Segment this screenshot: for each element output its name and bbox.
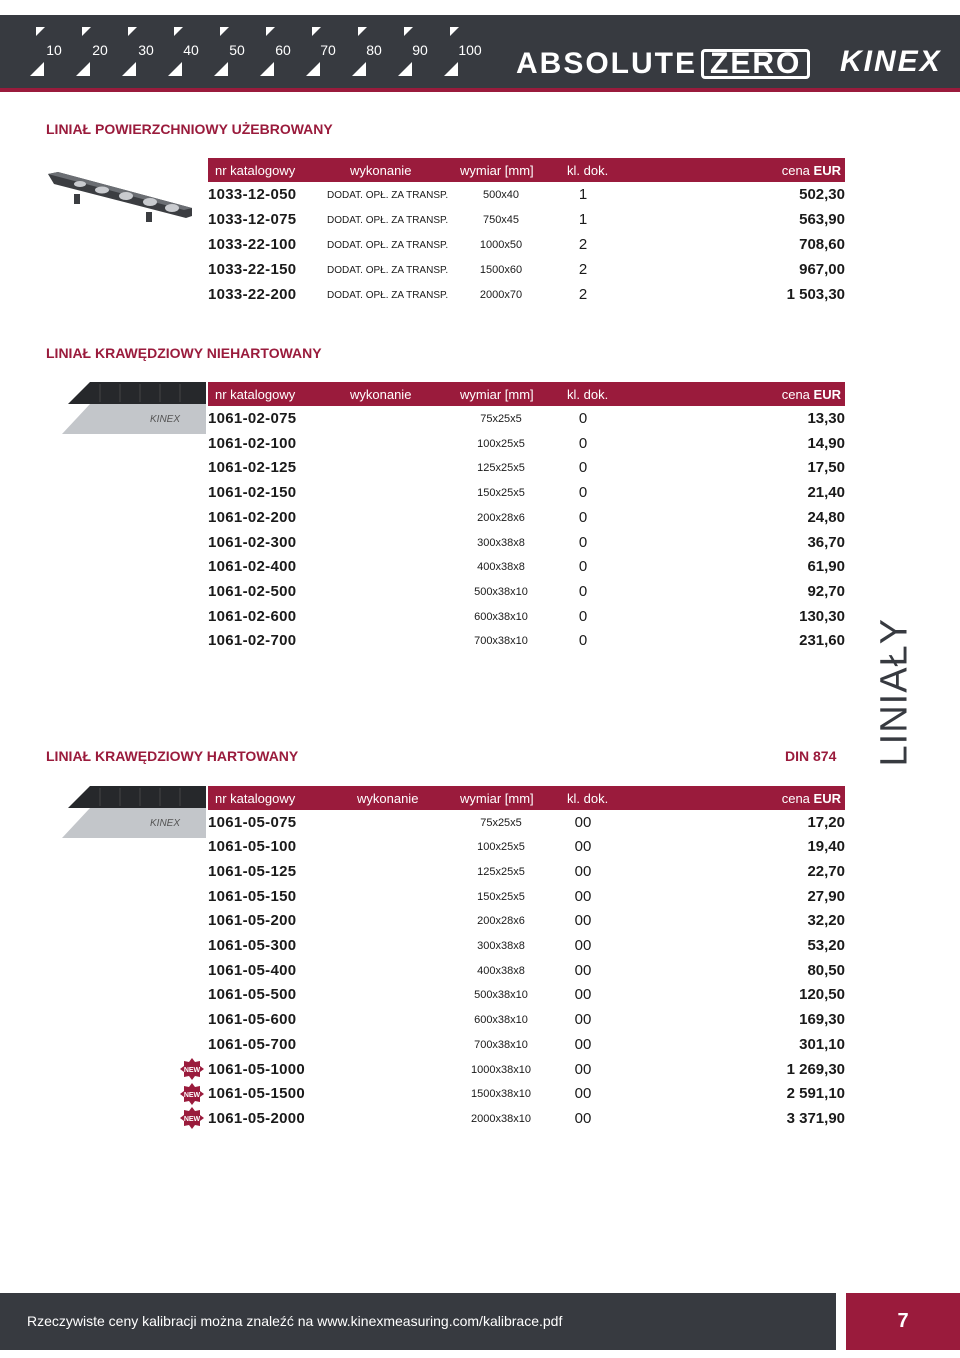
- dimension: 200x28x6: [477, 915, 525, 927]
- dimension: 1000x38x10: [471, 1064, 531, 1076]
- catalog-number: 1061-02-150: [208, 484, 297, 501]
- currency-label: EUR: [813, 791, 841, 806]
- ruler-tick-icon: [174, 27, 183, 36]
- catalog-number: 1061-02-125: [208, 459, 297, 476]
- catalog-number: 1033-12-075: [208, 211, 297, 228]
- ruler-tick-icon: [266, 27, 275, 36]
- table-header: [208, 158, 845, 182]
- table-row: [208, 182, 848, 206]
- table-row: [208, 480, 848, 504]
- col-price-header: [782, 163, 841, 178]
- price: 21,40: [807, 484, 845, 501]
- option-text: DODAT. OPŁ. ZA TRANSP.: [327, 240, 449, 251]
- dimension: 500x38x10: [474, 586, 528, 598]
- header-accent-line: [0, 88, 960, 92]
- dimension: 500x38x10: [474, 989, 528, 1001]
- new-badge-icon: [180, 1107, 204, 1129]
- accuracy-class: 0: [578, 558, 588, 575]
- ruler-number: 60: [275, 42, 291, 58]
- accuracy-class: 2: [578, 236, 588, 253]
- price: 19,40: [807, 838, 845, 855]
- col-option-header: wykonanie: [350, 163, 412, 178]
- col-dim-header: wymiar [mm]: [460, 163, 534, 178]
- dimension: 75x25x5: [480, 413, 522, 425]
- catalog-number: 1061-02-400: [208, 558, 297, 575]
- price: 708,60: [799, 236, 845, 253]
- table-header: [208, 382, 845, 406]
- catalog-number: 1061-05-2000: [208, 1110, 306, 1127]
- price: 169,30: [799, 1011, 845, 1028]
- table-row: [208, 257, 848, 281]
- catalog-number: 1061-05-075: [208, 814, 297, 831]
- accuracy-class: 0: [578, 459, 588, 476]
- ruler-number: 100: [458, 42, 482, 58]
- catalog-number: 1061-05-500: [208, 986, 297, 1003]
- ruler-triangle-icon: [214, 62, 228, 76]
- table-row: [208, 628, 848, 652]
- catalog-number: 1061-05-150: [208, 888, 297, 905]
- ruler-tick-icon: [36, 27, 45, 36]
- catalog-number: 1061-05-600: [208, 1011, 297, 1028]
- price: 92,70: [807, 583, 845, 600]
- price: 3 371,90: [786, 1110, 845, 1127]
- ruler-number: 10: [46, 42, 62, 58]
- table-row: [208, 859, 848, 883]
- dimension: 100x25x5: [477, 841, 525, 853]
- footer-note: Rzeczywiste ceny kalibracji można znaleźć na www.kinexmeasuring.com/kalibrace.pdf: [27, 1313, 563, 1329]
- dimension: 300x38x8: [477, 940, 525, 952]
- price: 130,30: [799, 608, 845, 625]
- accuracy-class: 00: [574, 863, 592, 880]
- currency-label: EUR: [813, 387, 841, 402]
- table-row: [208, 1007, 848, 1031]
- catalog-number: 1061-05-400: [208, 962, 297, 979]
- accuracy-class: 00: [574, 1011, 592, 1028]
- accuracy-class: 00: [574, 814, 592, 831]
- price: 14,90: [807, 435, 845, 452]
- accuracy-class: 0: [578, 608, 588, 625]
- table-row: [208, 1081, 848, 1105]
- accuracy-class: 0: [578, 484, 588, 501]
- catalog-number: 1061-05-125: [208, 863, 297, 880]
- option-text: DODAT. OPŁ. ZA TRANSP.: [327, 190, 449, 201]
- table-header: [208, 786, 845, 810]
- option-text: DODAT. OPŁ. ZA TRANSP.: [327, 265, 449, 276]
- ruler-triangle-icon: [30, 62, 44, 76]
- dimension: 750x45: [482, 214, 520, 226]
- price: 231,60: [799, 632, 845, 649]
- price-label: cena: [781, 791, 810, 806]
- dimension: 150x25x5: [477, 891, 525, 903]
- price: 1 269,30: [786, 1061, 845, 1078]
- price: 563,90: [799, 211, 845, 228]
- price: 80,50: [807, 962, 845, 979]
- brand-absolute-zero: [516, 47, 810, 81]
- price: 17,50: [807, 459, 845, 476]
- ruler-tick-icon: [82, 27, 91, 36]
- dimension: 1500x60: [479, 264, 523, 276]
- accuracy-class: 0: [578, 435, 588, 452]
- accuracy-class: 0: [578, 509, 588, 526]
- ruler-triangle-icon: [260, 62, 274, 76]
- dimension: 300x38x8: [477, 537, 525, 549]
- col-class-header: kl. dok.: [567, 791, 609, 806]
- ruler-number: 80: [366, 42, 382, 58]
- table-row: [208, 1106, 848, 1130]
- dimension: 75x25x5: [480, 817, 522, 829]
- catalog-number: 1061-05-300: [208, 937, 297, 954]
- page-number: 7: [846, 1293, 960, 1350]
- catalog-number: 1061-05-200: [208, 912, 297, 929]
- dimension: 1000x50: [479, 239, 523, 251]
- ruler-triangle-icon: [76, 62, 90, 76]
- price: 1 503,30: [786, 286, 845, 303]
- ruler-tick-icon: [358, 27, 367, 36]
- price: 36,70: [807, 534, 845, 551]
- table-row: [208, 406, 848, 430]
- price: 61,90: [807, 558, 845, 575]
- catalog-number: 1061-05-1500: [208, 1085, 306, 1102]
- catalog-number: 1061-02-500: [208, 583, 297, 600]
- dimension: 500x40: [482, 189, 520, 201]
- col-code-header: nr katalogowy: [215, 791, 296, 806]
- dimension: 700x38x10: [474, 1039, 528, 1051]
- dimension: 125x25x5: [477, 866, 525, 878]
- ruler-tick-icon: [128, 27, 137, 36]
- col-price-header: [782, 387, 841, 402]
- price: 22,70: [807, 863, 845, 880]
- accuracy-class: 00: [574, 912, 592, 929]
- accuracy-class: 00: [574, 1085, 592, 1102]
- col-class-header: kl. dok.: [567, 163, 609, 178]
- dimension: 2000x70: [479, 289, 523, 301]
- catalog-number: 1061-02-200: [208, 509, 297, 526]
- ruler-logo-text: KINEX: [150, 414, 181, 425]
- accuracy-class: 00: [574, 888, 592, 905]
- ruler-number: 70: [320, 42, 336, 58]
- edge-ruler-hardened-icon: [60, 784, 210, 840]
- new-badge-text: NEW: [183, 1067, 201, 1074]
- table-row: [208, 505, 848, 529]
- ruler-logo-text: KINEX: [150, 818, 181, 829]
- ruler-tick-icon: [404, 27, 413, 36]
- ruler-number: 40: [183, 42, 199, 58]
- ruler-tick-icon: [312, 27, 321, 36]
- dimension: 150x25x5: [477, 487, 525, 499]
- table-row: [208, 1057, 848, 1081]
- ruler-number: 50: [229, 42, 245, 58]
- option-text: DODAT. OPŁ. ZA TRANSP.: [327, 290, 449, 301]
- catalog-number: 1061-02-075: [208, 410, 297, 427]
- col-option-header: wykonanie: [357, 791, 419, 806]
- table-row: [208, 834, 848, 858]
- table-row: [208, 908, 848, 932]
- table-row: [208, 579, 848, 603]
- table-row: [208, 207, 848, 231]
- price: 17,20: [807, 814, 845, 831]
- catalog-number: 1061-05-100: [208, 838, 297, 855]
- section-title-ribbed: LINIAŁ POWIERZCHNIOWY UŻEBROWANY: [46, 121, 333, 137]
- accuracy-class: 1: [578, 211, 588, 228]
- catalog-number: 1033-22-200: [208, 286, 297, 303]
- edge-ruler-icon: [60, 380, 210, 436]
- price: 24,80: [807, 509, 845, 526]
- catalog-number: 1033-12-050: [208, 186, 297, 203]
- side-category-label: [873, 617, 916, 767]
- table-row: [208, 554, 848, 578]
- page-header: [0, 15, 960, 88]
- table-row: [208, 810, 848, 834]
- table-row: [208, 282, 848, 306]
- accuracy-class: 2: [578, 286, 588, 303]
- dimension: 125x25x5: [477, 462, 525, 474]
- ruler-triangle-icon: [168, 62, 182, 76]
- page-footer: [0, 1293, 836, 1350]
- table-row: [208, 431, 848, 455]
- accuracy-class: 00: [574, 1036, 592, 1053]
- ruler-triangle-icon: [398, 62, 412, 76]
- accuracy-class: 00: [574, 1061, 592, 1078]
- price: 2 591,10: [786, 1085, 845, 1102]
- side-label-text: LINIAŁY: [873, 617, 916, 767]
- ruler-tick-icon: [220, 27, 229, 36]
- col-dim-header: wymiar [mm]: [460, 791, 534, 806]
- table-row: [208, 604, 848, 628]
- ruler-triangle-icon: [306, 62, 320, 76]
- accuracy-class: 00: [574, 986, 592, 1003]
- section-title-hardened: LINIAŁ KRAWĘDZIOWY HARTOWANY: [46, 748, 299, 764]
- catalog-number: 1061-05-700: [208, 1036, 297, 1053]
- catalog-number: 1061-02-300: [208, 534, 297, 551]
- ruler-triangle-icon: [352, 62, 366, 76]
- catalog-number: 1033-22-150: [208, 261, 297, 278]
- brand-left-text: ABSOLUTE: [516, 47, 697, 80]
- dimension: 400x38x8: [477, 561, 525, 573]
- new-badge-icon: [180, 1083, 204, 1105]
- accuracy-class: 00: [574, 937, 592, 954]
- table-row: [208, 455, 848, 479]
- col-code-header: nr katalogowy: [215, 163, 296, 178]
- table-row: [208, 933, 848, 957]
- catalog-number: 1061-02-700: [208, 632, 297, 649]
- price: 967,00: [799, 261, 845, 278]
- dimension: 400x38x8: [477, 965, 525, 977]
- new-badge-text: NEW: [183, 1116, 201, 1123]
- standard-label: DIN 874: [785, 748, 837, 764]
- currency-label: EUR: [813, 163, 841, 178]
- accuracy-class: 0: [578, 583, 588, 600]
- table-row: [208, 530, 848, 554]
- option-text: DODAT. OPŁ. ZA TRANSP.: [327, 215, 449, 226]
- accuracy-class: 00: [574, 838, 592, 855]
- catalog-number: 1061-05-1000: [208, 1061, 306, 1078]
- table-row: [208, 958, 848, 982]
- accuracy-class: 00: [574, 962, 592, 979]
- dimension: 700x38x10: [474, 635, 528, 647]
- ruler-graphic: [0, 15, 500, 88]
- col-dim-header: wymiar [mm]: [460, 387, 534, 402]
- dimension: 1500x38x10: [471, 1088, 531, 1100]
- ribbed-straightedge-icon: [46, 170, 196, 226]
- table-row: [208, 884, 848, 908]
- dimension: 2000x38x10: [471, 1113, 531, 1125]
- catalog-number: 1061-02-600: [208, 608, 297, 625]
- catalog-number: 1033-22-100: [208, 236, 297, 253]
- ruler-triangle-icon: [444, 62, 458, 76]
- col-code-header: nr katalogowy: [215, 387, 296, 402]
- dimension: 100x25x5: [477, 438, 525, 450]
- price: 27,90: [807, 888, 845, 905]
- col-price-header: [782, 791, 841, 806]
- price: 32,20: [807, 912, 845, 929]
- accuracy-class: 2: [578, 261, 588, 278]
- ruler-number: 90: [412, 42, 428, 58]
- price: 502,30: [799, 186, 845, 203]
- price: 301,10: [799, 1036, 845, 1053]
- price: 53,20: [807, 937, 845, 954]
- table-row: [208, 232, 848, 256]
- brand-boxed-text: ZERO: [701, 49, 810, 79]
- table-row: [208, 1032, 848, 1056]
- new-badge-icon: [180, 1058, 204, 1080]
- accuracy-class: 0: [578, 410, 588, 427]
- dimension: 600x38x10: [474, 611, 528, 623]
- accuracy-class: 1: [578, 186, 588, 203]
- col-option-header: wykonanie: [350, 387, 412, 402]
- dimension: 600x38x10: [474, 1014, 528, 1026]
- catalog-number: 1061-02-100: [208, 435, 297, 452]
- ruler-triangle-icon: [122, 62, 136, 76]
- new-badge-text: NEW: [183, 1092, 201, 1099]
- section-title-unhardened: LINIAŁ KRAWĘDZIOWY NIEHARTOWANY: [46, 345, 322, 361]
- ruler-number: 30: [138, 42, 154, 58]
- price: 120,50: [799, 986, 845, 1003]
- accuracy-class: 00: [574, 1110, 592, 1127]
- table-row: [208, 982, 848, 1006]
- kinex-logo: KINEX: [840, 45, 942, 78]
- price: 13,30: [807, 410, 845, 427]
- price-label: cena: [781, 163, 810, 178]
- ruler-number: 20: [92, 42, 108, 58]
- col-class-header: kl. dok.: [567, 387, 609, 402]
- accuracy-class: 0: [578, 632, 588, 649]
- price-label: cena: [781, 387, 810, 402]
- dimension: 200x28x6: [477, 512, 525, 524]
- accuracy-class: 0: [578, 534, 588, 551]
- ruler-tick-icon: [450, 27, 459, 36]
